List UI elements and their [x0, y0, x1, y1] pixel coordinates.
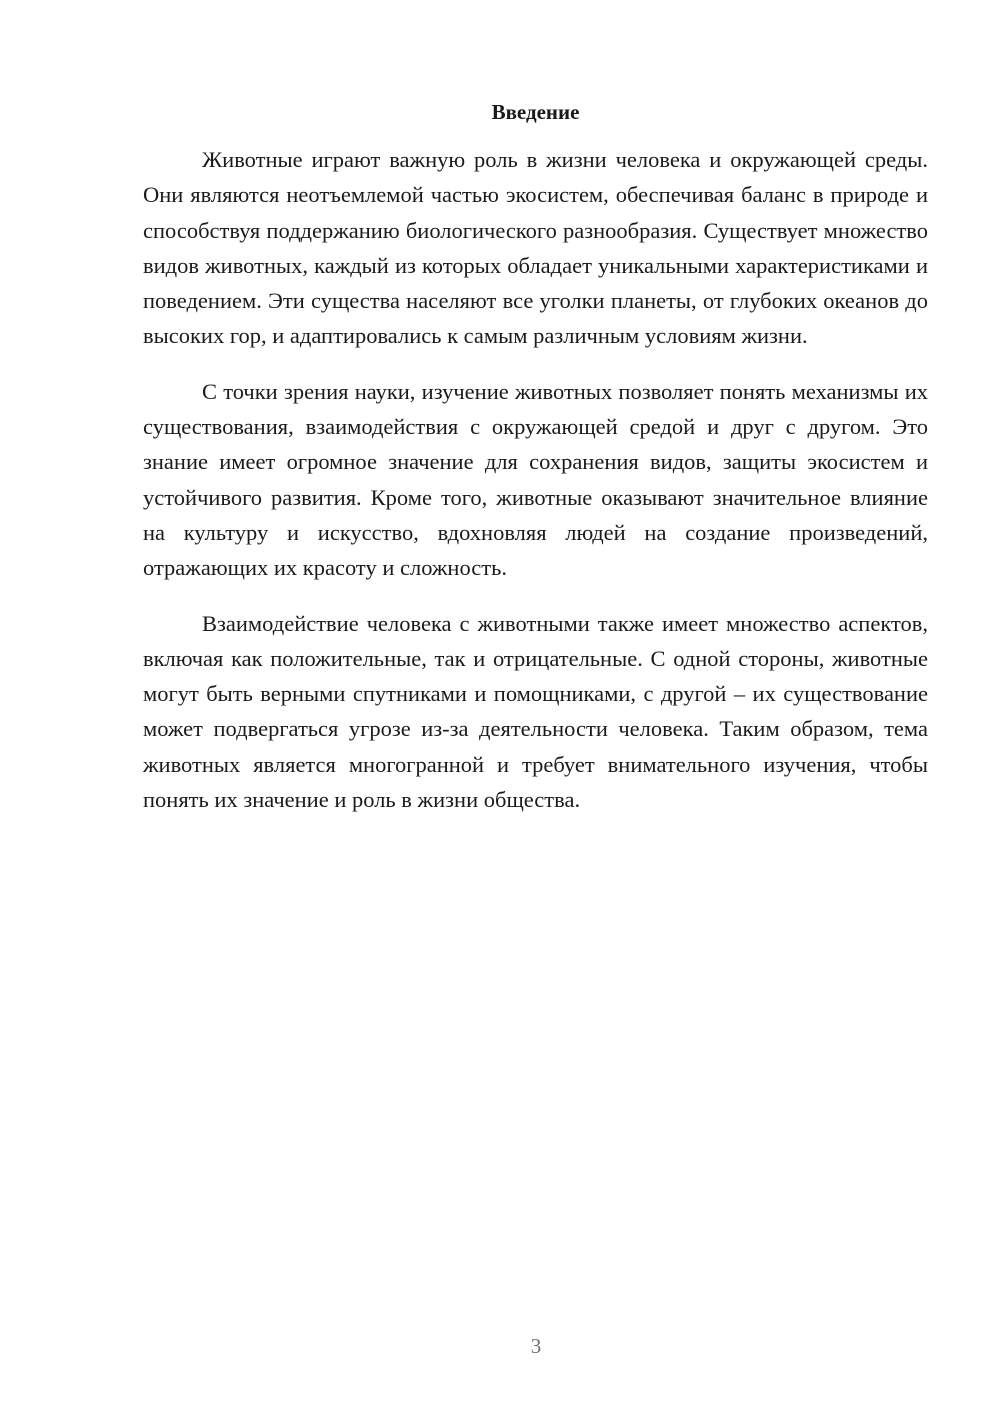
paragraph-2: С точки зрения науки, изучение животных позволяет понять механизмы их существования, взаимодействия с окружающей средой и друг с другом. Это знание имеет огромное значение для сохранения видов, защиты экосистем и устойчивого развития. Кроме того, животные оказывают значительное влияние на культуру и искусство, вдохновляя людей на создание произведений, отражающих их красоту и сложность.	[143, 378, 928, 581]
section-heading: Введение	[491, 100, 580, 124]
document-body	[143, 142, 928, 837]
page-number: 3	[530, 1334, 542, 1358]
paragraph-3: Взаимодействие человека с животными также имеет множество аспектов, включая как положительные, так и отрицательные. С одной стороны, животные могут быть верными спутниками и помощниками, с другой – их существование может подвергаться угрозе из-за деятельности человека. Таким образом, тема животных является многогранной и требует внимательного изучения, чтобы понять их значение и роль в жизни общества.	[143, 610, 928, 813]
paragraph-1: Животные играют важную роль в жизни человека и окружающей среды. Они являются неотъемлемой частью экосистем, обеспечивая баланс в природе и способствуя поддержанию биологического разнообразия. Существует множество видов животных, каждый из которых обладает уникальными характеристиками и поведением. Эти существа населяют все уголки планеты, от глубоких океанов до высоких гор, и адаптировались к самым различным условиям жизни.	[143, 147, 928, 349]
